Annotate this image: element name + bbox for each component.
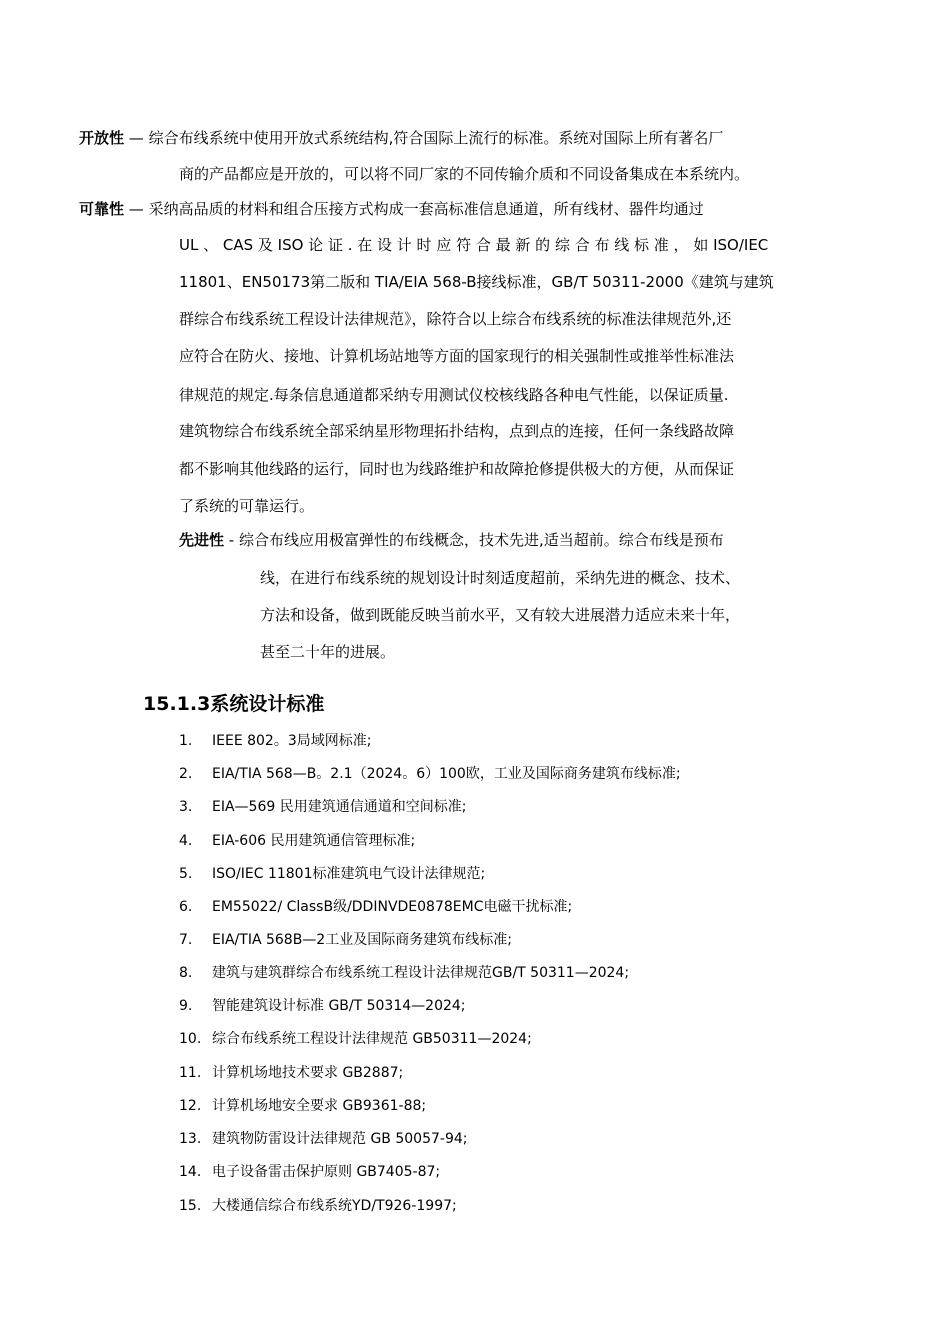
advanced-text: 综合布线应用极富弹性的布线概念，技术先进,适当超前。综合布线是预布 [238,531,724,549]
list-item [179,1129,467,1149]
list-item [179,1096,426,1116]
list-item-text: 电子设备雷击保护原则 GB7405-87; [212,1164,441,1180]
advanced-line-1 [179,530,724,550]
list-item-number: 11. [179,1065,202,1081]
list-item [179,764,681,784]
list-item-text: 大楼通信综合布线系统YD/T926-1997; [212,1198,457,1214]
list-item-text: EIA/TIA 568B—2工业及国际商务建筑布线标准; [212,932,512,948]
reliability-line-9: 了系统的可靠运行。 [179,497,315,515]
list-item-number: 8. [179,965,193,981]
reliability-line-4: 群综合布线系统工程设计法律规范》，除符合以上综合布线系统的标准法律规范外,还 [179,310,732,328]
section-heading: 15.1.3系统设计标准 [143,693,325,715]
openness-term: 开放性 [79,129,125,147]
openness-dash: — [124,129,149,147]
list-item-number: 7. [179,932,193,948]
reliability-line-6: 律规范的规定.每条信息通道都采纳专用测试仪校核线路各种电气性能，以保证质量. [179,386,729,404]
reliability-line-8: 都不影响其他线路的运行，同时也为线路维护和故障抢修提供极大的方便，从而保证 [179,460,735,478]
list-item [179,963,629,983]
list-item-text: EIA/TIA 568—B。2.1（2024。6）100欧，工业及国际商务建筑布线标准; [212,766,681,782]
list-item [179,1063,403,1083]
list-item-text: 计算机场地安全要求 GB9361-88; [212,1098,427,1114]
list-item-number: 10. [179,1031,202,1047]
list-item-text: 智能建筑设计标准 GB/T 50314—2024; [212,998,466,1014]
list-item-text: EM55022/ ClassB级/DDINVDE0878EMC电磁干扰标准; [212,899,573,915]
list-item-number: 3. [179,799,193,815]
list-item [179,831,415,851]
list-item-number: 14. [179,1164,202,1180]
reliability-term: 可靠性 [79,200,125,218]
advanced-term: 先进性 [179,531,225,549]
openness-line-1 [79,128,723,148]
reliability-line-7: 建筑物综合布线系统全部采纳星形物理拓扑结构，点到点的连接，任何一条线路故障 [179,422,735,440]
list-item-text: 计算机场地技术要求 GB2887; [212,1065,404,1081]
advanced-dash: - [224,531,239,549]
list-item-text: 建筑与建筑群综合布线系统工程设计法律规范GB/T 50311—2024; [212,965,630,981]
list-item-number: 2. [179,766,193,782]
list-item-text: IEEE 802。3局域网标准; [212,733,372,749]
reliability-line-2: UL 、 CAS 及 ISO 论 证 . 在 设 计 时 应 符 合 最 新 的 综 合 布 线 标 准 ， 如 ISO/IEC [179,236,769,254]
advanced-line-4: 甚至二十年的进展。 [260,643,396,661]
list-item-text: 综合布线系统工程设计法律规范 GB50311—2024; [212,1031,532,1047]
advanced-line-3: 方法和设备，做到既能反映当前水平，又有较大进展潜力适应未来十年， [260,606,741,624]
list-item [179,930,512,950]
list-item-number: 4. [179,833,193,849]
list-item [179,731,371,751]
list-item-number: 5. [179,866,193,882]
advanced-line-2: 线，在进行布线系统的规划设计时刻适度超前，采纳先进的概念、技术、 [260,569,741,587]
list-item [179,864,485,884]
list-item-text: 建筑物防雷设计法律规范 GB 50057-94; [212,1131,468,1147]
list-item-text: EIA—569 民用建筑通信通道和空间标准; [212,799,467,815]
list-item [179,1029,532,1049]
reliability-dash: — [124,200,149,218]
list-item [179,1196,457,1216]
reliability-line-5: 应符合在防火、接地、计算机场站地等方面的国家现行的相关强制性或推举性标准法 [179,347,735,365]
list-item-number: 6. [179,899,193,915]
list-item [179,1162,440,1182]
list-item-number: 1. [179,733,193,749]
list-item-number: 12. [179,1098,202,1114]
list-item-number: 9. [179,998,193,1014]
reliability-text: 采纳高品质的材料和组合压接方式构成一套高标准信息通道，所有线材、器件均通过 [148,200,704,218]
openness-text: 综合布线系统中使用开放式系统结构,符合国际上流行的标准。系统对国际上所有著名厂 [148,129,724,147]
openness-line-2: 商的产品都应是开放的，可以将不同厂家的不同传输介质和不同设备集成在本系统内。 [179,165,750,183]
list-item-text: EIA-606 民用建筑通信管理标准; [212,833,416,849]
reliability-line-3: 11801、EN50173第二版和 TIA/EIA 568-B接线标准，GB/T 50311-2000《建筑与建筑 [179,273,774,291]
list-item-number: 13. [179,1131,202,1147]
list-item-number: 15. [179,1198,202,1214]
list-item [179,797,466,817]
list-item [179,996,466,1016]
reliability-line-1 [79,199,704,219]
list-item-text: ISO/IEC 11801标准建筑电气设计法律规范; [212,866,486,882]
list-item [179,897,572,917]
